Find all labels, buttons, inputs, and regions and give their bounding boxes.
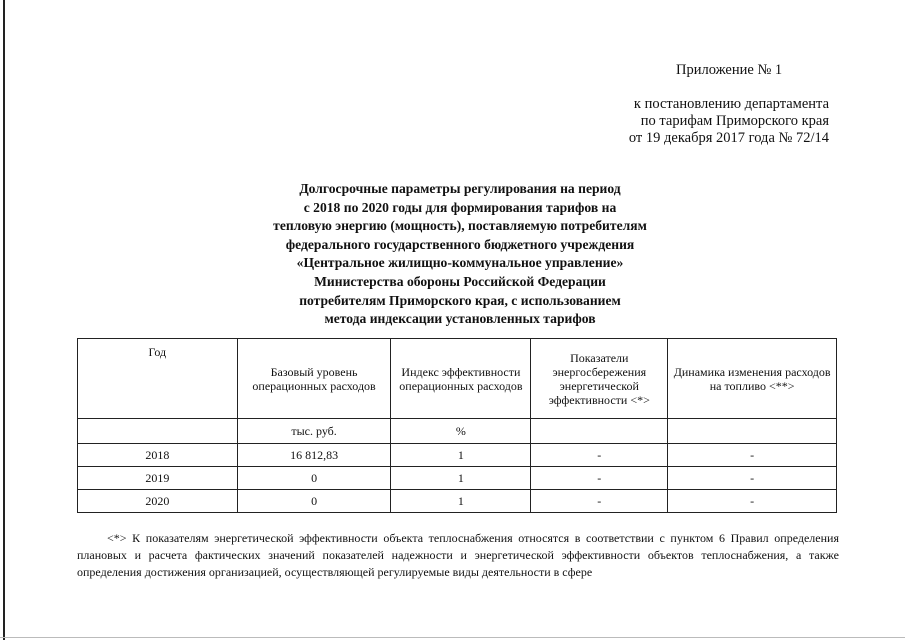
cell-fuel-dynamics: -: [668, 490, 837, 513]
cell-energy-saving: -: [531, 490, 668, 513]
cell-base-opex: 16 812,83: [237, 444, 391, 467]
cell-year: 2019: [78, 467, 238, 490]
table-row: [78, 467, 837, 490]
header-energy-saving: Показатели энергосбережения энергетической эффективности <*>: [531, 339, 668, 419]
title-line: потребителям Приморского края, с использованием: [299, 292, 621, 308]
appendix-label: Приложение № 1: [676, 62, 783, 78]
unit-cell: [531, 419, 668, 444]
unit-cell: тыс. руб.: [237, 419, 391, 444]
title-line: с 2018 по 2020 годы для формирования тарифов на: [303, 199, 617, 215]
decree-line: по тарифам Приморского края: [640, 113, 829, 129]
table-row: [78, 490, 837, 513]
cell-energy-saving: -: [531, 444, 668, 467]
footnote: [77, 530, 839, 581]
cell-year: 2020: [78, 490, 238, 513]
cell-base-opex: 0: [237, 490, 391, 513]
header-fuel-dynamics: Динамика изменения расходов на топливо <**>: [668, 339, 837, 419]
title-line: Министерства обороны Российской Федерации: [314, 273, 606, 289]
header-efficiency-index: Индекс эффективности операционных расходов: [391, 339, 531, 419]
title-line: «Центральное жилищно-коммунальное управление»: [296, 255, 624, 271]
decree-line: к постановлению департамента: [633, 96, 829, 112]
cell-year: 2018: [78, 444, 238, 467]
title-line: Долгосрочные параметры регулирования на период: [299, 181, 621, 196]
decree-reference: [629, 96, 829, 147]
cell-energy-saving: -: [531, 467, 668, 490]
cell-fuel-dynamics: -: [668, 444, 837, 467]
cell-efficiency-index: 1: [391, 444, 531, 467]
unit-cell: [78, 419, 238, 444]
cell-fuel-dynamics: -: [668, 467, 837, 490]
scan-edge-bottom: [0, 637, 905, 638]
document-title: [200, 180, 720, 329]
table-row: [78, 444, 837, 467]
title-line: метода индексации установленных тарифов: [324, 311, 596, 327]
parameters-table: [77, 338, 837, 513]
table-units-row: [78, 419, 837, 444]
cell-efficiency-index: 1: [391, 467, 531, 490]
cell-efficiency-index: 1: [391, 490, 531, 513]
unit-cell: [668, 419, 837, 444]
title-line: тепловую энергию (мощность), поставляемую потребителям: [273, 218, 647, 234]
cell-base-opex: 0: [237, 467, 391, 490]
footnote-text: <*> К показателям энергетической эффективности объекта теплоснабжения относятся в соответствии с пунктом 6 Правил определения плановых и расчета фактических значений показателей надежности и энергетической эффективности объектов теплоснабжения, а также определения достижения организацией, осуществляющей регулируемые виды деятельности в сфере: [77, 531, 839, 579]
scan-edge-left: [3, 0, 5, 640]
header-base-opex: Базовый уровень операционных расходов: [237, 339, 391, 419]
decree-line: от 19 декабря 2017 года № 72/14: [628, 130, 829, 146]
unit-cell: %: [391, 419, 531, 444]
table-header-row: [78, 339, 837, 419]
header-year: Год: [78, 339, 238, 419]
title-line: федерального государственного бюджетного учреждения: [285, 236, 635, 252]
